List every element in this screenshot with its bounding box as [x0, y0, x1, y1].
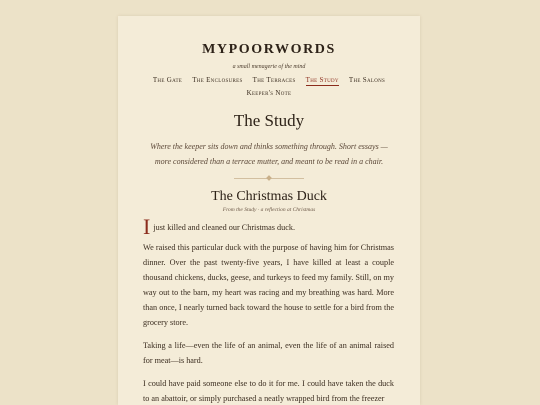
- post-paragraph: Taking a life—even the life of an animal, even the life of an animal raised for meat—is hard.: [143, 341, 394, 365]
- post-paragraph-first: [143, 214, 394, 239]
- post-subtitle: From the Study · a reflection at Christmas: [222, 207, 316, 213]
- first-paragraph-text: just killed and cleaned our Christmas duck.: [153, 223, 295, 232]
- post-paragraph: I could have paid someone else to do it for me. I could have taken the duck to an abattoir, or simply purchased a neatly wrapped bird from the freezer: [143, 379, 394, 403]
- drop-cap: I: [143, 214, 151, 239]
- main-nav: [118, 74, 420, 100]
- site-title[interactable]: MYPOORWORDS: [202, 42, 336, 57]
- nav-link-salons[interactable]: The Salons: [348, 76, 386, 84]
- post-paragraph: We raised this particular duck with the purpose of having him for Christmas dinner. Over the past twenty-five years, I have killed at least a couple thousand chickens, ducks, geese, and turkeys to feed my family. Still, on my way out to the barn, my heart was racing and my breathing was hard. More than once, I nearly turned back toward the house to settle for a bird from the grocery store.: [143, 243, 394, 327]
- nav-link-terraces[interactable]: The Terraces: [252, 76, 296, 84]
- ornament-divider: [234, 178, 304, 179]
- section-title: The Study: [233, 111, 305, 130]
- page-column: [118, 16, 420, 405]
- section-description: Where the keeper sits down and thinks something through. Short essays — more considered than a terrace mutter, and meant to be read in a chair.: [150, 142, 388, 166]
- nav-link-enclosures[interactable]: The Enclosures: [192, 76, 243, 84]
- post-body: [143, 214, 394, 405]
- diamond-ornament-icon: [266, 175, 272, 181]
- nav-link-keepers-note[interactable]: Keeper's Note: [246, 89, 292, 97]
- site-tagline: a small menagerie of the mind: [232, 64, 306, 70]
- nav-link-gate[interactable]: The Gate: [152, 76, 183, 84]
- post-title[interactable]: The Christmas Duck: [211, 189, 327, 204]
- nav-link-study[interactable]: The Study: [305, 76, 339, 84]
